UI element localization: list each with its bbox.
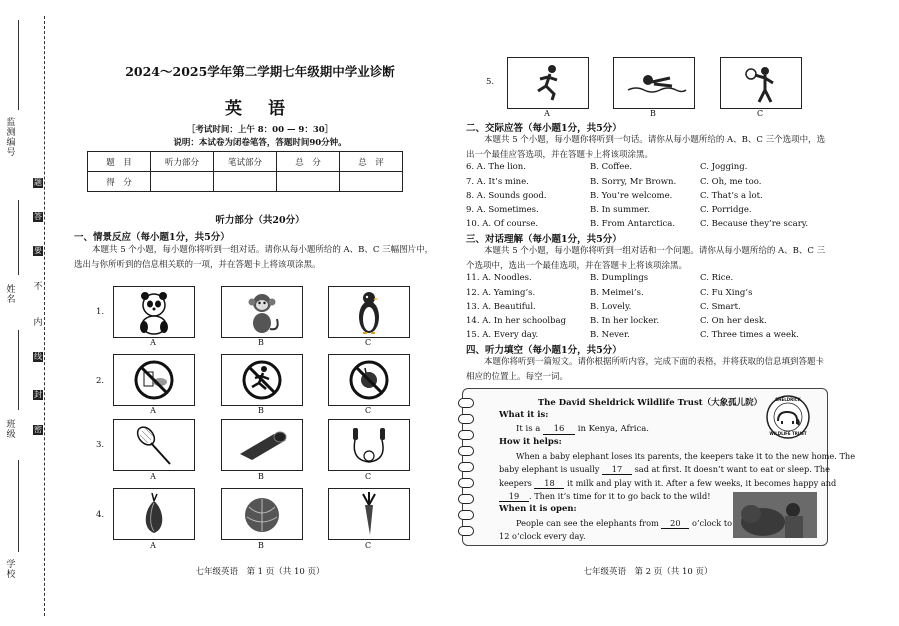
exam-time: ［考试时间：上午 8：00 — 9：30］	[186, 125, 334, 135]
q2-option-c-picture[interactable]	[328, 354, 410, 406]
panda-icon	[114, 287, 194, 337]
badminton-racket-icon	[114, 420, 194, 470]
cabbage-icon	[222, 489, 302, 539]
q4-option-a-picture[interactable]	[113, 488, 195, 540]
onion-icon	[114, 489, 194, 539]
score-input-cell[interactable]	[151, 172, 214, 192]
notebook-ring	[458, 494, 474, 504]
section3-title: 三、对话理解（每小题1分，共5分）	[466, 234, 622, 245]
q4-option-b-picture[interactable]	[221, 488, 303, 540]
volleyball-player-icon	[721, 58, 801, 108]
score-cell: 听力部分	[151, 152, 214, 172]
notebook-ring	[458, 430, 474, 440]
q7-option-b[interactable]: B. Sorry, Mr Brown.	[590, 177, 677, 187]
monitor-number-label: 监测编号	[6, 118, 16, 158]
no-eating-icon	[329, 355, 409, 405]
score-table-header-row	[88, 152, 403, 172]
q3-option-b-picture[interactable]	[221, 419, 303, 471]
card-open-pre: People can see the elephants from	[516, 518, 659, 528]
card-how-line-3-post: it milk and play with it. After a few weeks, it becomes happy and	[567, 478, 837, 488]
q5-option-b-picture[interactable]	[613, 57, 695, 109]
seal-char-3: 线	[34, 352, 42, 361]
section4-instructions: 本题你将听到一篇短文。请你根据所听内容，完成下面的表格，并将获取的信息填到答题卡相应的位置上。每空一词。	[466, 357, 825, 382]
q15-option-c[interactable]: C. Three times a week.	[700, 330, 799, 340]
score-table-score-row	[88, 172, 403, 192]
no-junk-food-icon	[114, 355, 194, 405]
penguin-icon	[329, 287, 409, 337]
seal-char-1: 密	[34, 425, 42, 434]
card-how-line-2-post: sad at first. It doesn’t want to eat or sleep. The	[634, 464, 830, 474]
q5-option-c-picture[interactable]	[720, 57, 802, 109]
q14-option-b[interactable]: B. In her locker.	[590, 316, 660, 326]
class-line	[18, 330, 19, 410]
logo-top-text: SHELDRICK	[775, 397, 801, 402]
notebook-ring	[458, 526, 474, 536]
elephant-keeper-icon	[733, 492, 817, 538]
trust-logo	[760, 394, 816, 440]
q14-option-a[interactable]: 14. A. In her schoolbag	[466, 316, 567, 326]
q13-option-b[interactable]: B. Lovely.	[590, 302, 632, 312]
notebook-ring	[458, 510, 474, 520]
q9-option-b[interactable]: B. In summer.	[590, 205, 651, 215]
card-how-heading: How it helps:	[499, 437, 562, 447]
q13-option-a[interactable]: 13. A. Beautiful.	[466, 302, 536, 312]
seal-char-8: 题	[34, 178, 42, 187]
q4-option-c-picture[interactable]	[328, 488, 410, 540]
option-label: A	[544, 109, 550, 118]
question-number: 2.	[96, 376, 105, 386]
card-how-line-1: When a baby elephant loses its parents, the keepers take it to the new home. The	[516, 451, 856, 461]
blank-18[interactable]: 18	[534, 478, 564, 489]
card-what-post: in Kenya, Africa.	[577, 424, 649, 434]
option-label: A	[150, 541, 156, 550]
score-table	[87, 151, 403, 192]
q1-option-a-picture[interactable]	[113, 286, 195, 338]
q8-option-a[interactable]: 8. A. Sounds good.	[466, 191, 547, 201]
score-input-cell[interactable]	[214, 172, 277, 192]
jump-rope-icon	[329, 420, 409, 470]
blank-16[interactable]: 16	[543, 424, 575, 435]
question-number: 1.	[96, 307, 105, 317]
monitor-number-line	[18, 20, 19, 110]
q14-option-c[interactable]: C. On her desk.	[700, 316, 767, 326]
q8-option-c[interactable]: C. That’s a lot.	[700, 191, 763, 201]
option-label: A	[150, 472, 156, 481]
notebook-ring	[458, 398, 474, 408]
option-label: B	[650, 109, 656, 118]
score-input-cell[interactable]	[277, 172, 340, 192]
blank-20[interactable]: 20	[661, 518, 689, 529]
q7-option-a[interactable]: 7. A. It’s mine.	[466, 177, 529, 187]
option-label: B	[258, 406, 264, 415]
q10-option-a[interactable]: 10. A. Of course.	[466, 219, 539, 229]
exam-title: 2024～2025学年第二学期七年级期中学业诊断	[125, 64, 395, 79]
runner-icon	[508, 58, 588, 108]
score-cell: 总 分	[277, 152, 340, 172]
card-open-heading: When it is open:	[499, 504, 577, 514]
section2-instructions: 本题共 5 个小题，每小题你将听到一句话。请你从每小题所给的 A、B、C 三个选项中，选出一个最佳应答选项，并在答题卡上将该项涂黑。	[466, 135, 826, 160]
q6-option-a[interactable]: 6. A. The lion.	[466, 162, 526, 172]
card-how-line-4	[499, 491, 711, 502]
q12-option-a[interactable]: 12. A. Yaming’s.	[466, 288, 536, 298]
school-line	[18, 460, 19, 552]
q6-option-c[interactable]: C. Jogging.	[700, 162, 748, 172]
section1-instructions: 本题共 5 个小题，每小题你将听到一组对话。请你从每小题所给的 A、B、C 三幅图片中，选出与你所听到的信息相关联的一项，并在答题卡上将该项涂黑。	[74, 245, 434, 270]
option-label: C	[364, 541, 372, 550]
q12-option-c[interactable]: C. Fu Xing’s	[700, 288, 753, 298]
option-label: B	[258, 338, 264, 347]
q11-option-c[interactable]: C. Rice.	[700, 273, 734, 283]
card-open-post: o’clock to	[692, 518, 733, 528]
logo-bottom-text: WILDLIFE TRUST	[769, 431, 807, 436]
question-number: 5.	[486, 77, 495, 87]
question-number: 4.	[96, 510, 105, 520]
q7-option-c[interactable]: C. Oh, me too.	[700, 177, 762, 187]
score-input-cell[interactable]	[340, 172, 403, 192]
notebook-ring	[458, 414, 474, 424]
q1-option-c-picture[interactable]	[328, 286, 410, 338]
left-page-footer: 七年级英语 第 1 页（共 10 页）	[195, 567, 325, 577]
name-label: 姓 名	[6, 285, 16, 305]
seal-char-4: 内	[33, 318, 43, 328]
q12-option-b[interactable]: B. Meimei’s.	[590, 288, 644, 298]
q2-option-a-picture[interactable]	[113, 354, 195, 406]
section4-title: 四、听力填空（每小题1分，共5分）	[466, 345, 622, 356]
card-how-line-4-post: . Then it’s time for it to go back to the wild!	[529, 491, 711, 501]
q10-option-b[interactable]: B. From Antarctica.	[590, 219, 676, 229]
q11-option-b[interactable]: B. Dumplings	[590, 273, 649, 283]
option-label: C	[364, 472, 372, 481]
seal-char-5: 不	[33, 282, 43, 292]
card-open-line-1	[516, 518, 732, 529]
monkey-icon	[222, 287, 302, 337]
q9-option-c[interactable]: C. Porridge.	[700, 205, 752, 215]
option-label: B	[258, 472, 264, 481]
option-label: A	[150, 338, 156, 347]
q11-option-a[interactable]: 11. A. Noodles.	[466, 273, 532, 283]
blank-19[interactable]: 19	[499, 491, 529, 502]
q3-option-a-picture[interactable]	[113, 419, 195, 471]
q8-option-b[interactable]: B. You’re welcome.	[590, 191, 673, 201]
school-label: 学 校	[6, 560, 16, 580]
q6-option-b[interactable]: B. Coffee.	[590, 162, 633, 172]
class-label: 班 级	[6, 420, 16, 440]
seal-char-6: 要	[34, 246, 42, 255]
blank-17[interactable]: 17	[602, 464, 632, 475]
binding-dashed-line	[44, 16, 45, 616]
q2-option-b-picture[interactable]	[221, 354, 303, 406]
option-label: C	[364, 338, 372, 347]
section3-instructions: 本题共 5 个小题，每小题你将听到一组对话和一个问题。请你从每小题所给的 A、B、C 三个选项中，选出一个最佳选项，并在答题卡上将该项涂黑。	[466, 246, 826, 271]
option-label: C	[756, 109, 764, 118]
card-how-line-3	[499, 478, 836, 489]
yoga-mat-icon	[222, 420, 302, 470]
notebook-ring	[458, 478, 474, 488]
section2-title: 二、交际应答（每小题1分，共5分）	[466, 123, 622, 134]
elephant-keeper-photo	[733, 492, 817, 538]
score-cell: 得 分	[88, 172, 151, 192]
card-how-line-2-pre: baby elephant is usually	[499, 464, 600, 474]
question-number: 3.	[96, 440, 105, 450]
q13-option-c[interactable]: C. Smart.	[700, 302, 741, 312]
exam-note: 说明：本试卷为闭卷笔答，答题时间90分钟。	[173, 138, 347, 148]
score-cell: 总 评	[340, 152, 403, 172]
score-cell: 题 目	[88, 152, 151, 172]
option-label: B	[258, 541, 264, 550]
q1-option-b-picture[interactable]	[221, 286, 303, 338]
card-open-line-2: 12 o’clock every day.	[499, 531, 586, 541]
notebook-ring	[458, 462, 474, 472]
seal-char-7: 答	[34, 212, 42, 221]
card-how-line-3-pre: keepers	[499, 478, 532, 488]
card-title: The David Sheldrick Wildlife Trust（大象孤儿院）	[537, 398, 763, 408]
card-how-line-2	[499, 464, 830, 475]
subject-title: 英 语	[225, 99, 295, 119]
q10-option-c[interactable]: C. Because they’re scary.	[700, 219, 809, 229]
carrot-icon	[329, 489, 409, 539]
swimmer-icon	[614, 58, 694, 108]
q5-option-a-picture[interactable]	[507, 57, 589, 109]
listening-header: 听力部分（共20分）	[215, 215, 305, 226]
q15-option-b[interactable]: B. Never.	[590, 330, 630, 340]
card-what-pre: It is a	[516, 424, 541, 434]
section1-title: 一、情景反应（每小题1分，共5分）	[74, 232, 230, 243]
name-line	[18, 200, 19, 275]
q3-option-c-picture[interactable]	[328, 419, 410, 471]
no-running-icon	[222, 355, 302, 405]
option-label: A	[150, 406, 156, 415]
option-label: C	[364, 406, 372, 415]
card-what-line	[516, 424, 649, 435]
seal-char-2: 封	[34, 390, 42, 399]
notebook-ring	[458, 446, 474, 456]
q9-option-a[interactable]: 9. A. Sometimes.	[466, 205, 539, 215]
score-cell: 笔试部分	[214, 152, 277, 172]
card-what-heading: What it is:	[499, 410, 549, 420]
q15-option-a[interactable]: 15. A. Every day.	[466, 330, 539, 340]
right-page-footer: 七年级英语 第 2 页（共 10 页）	[583, 567, 713, 577]
